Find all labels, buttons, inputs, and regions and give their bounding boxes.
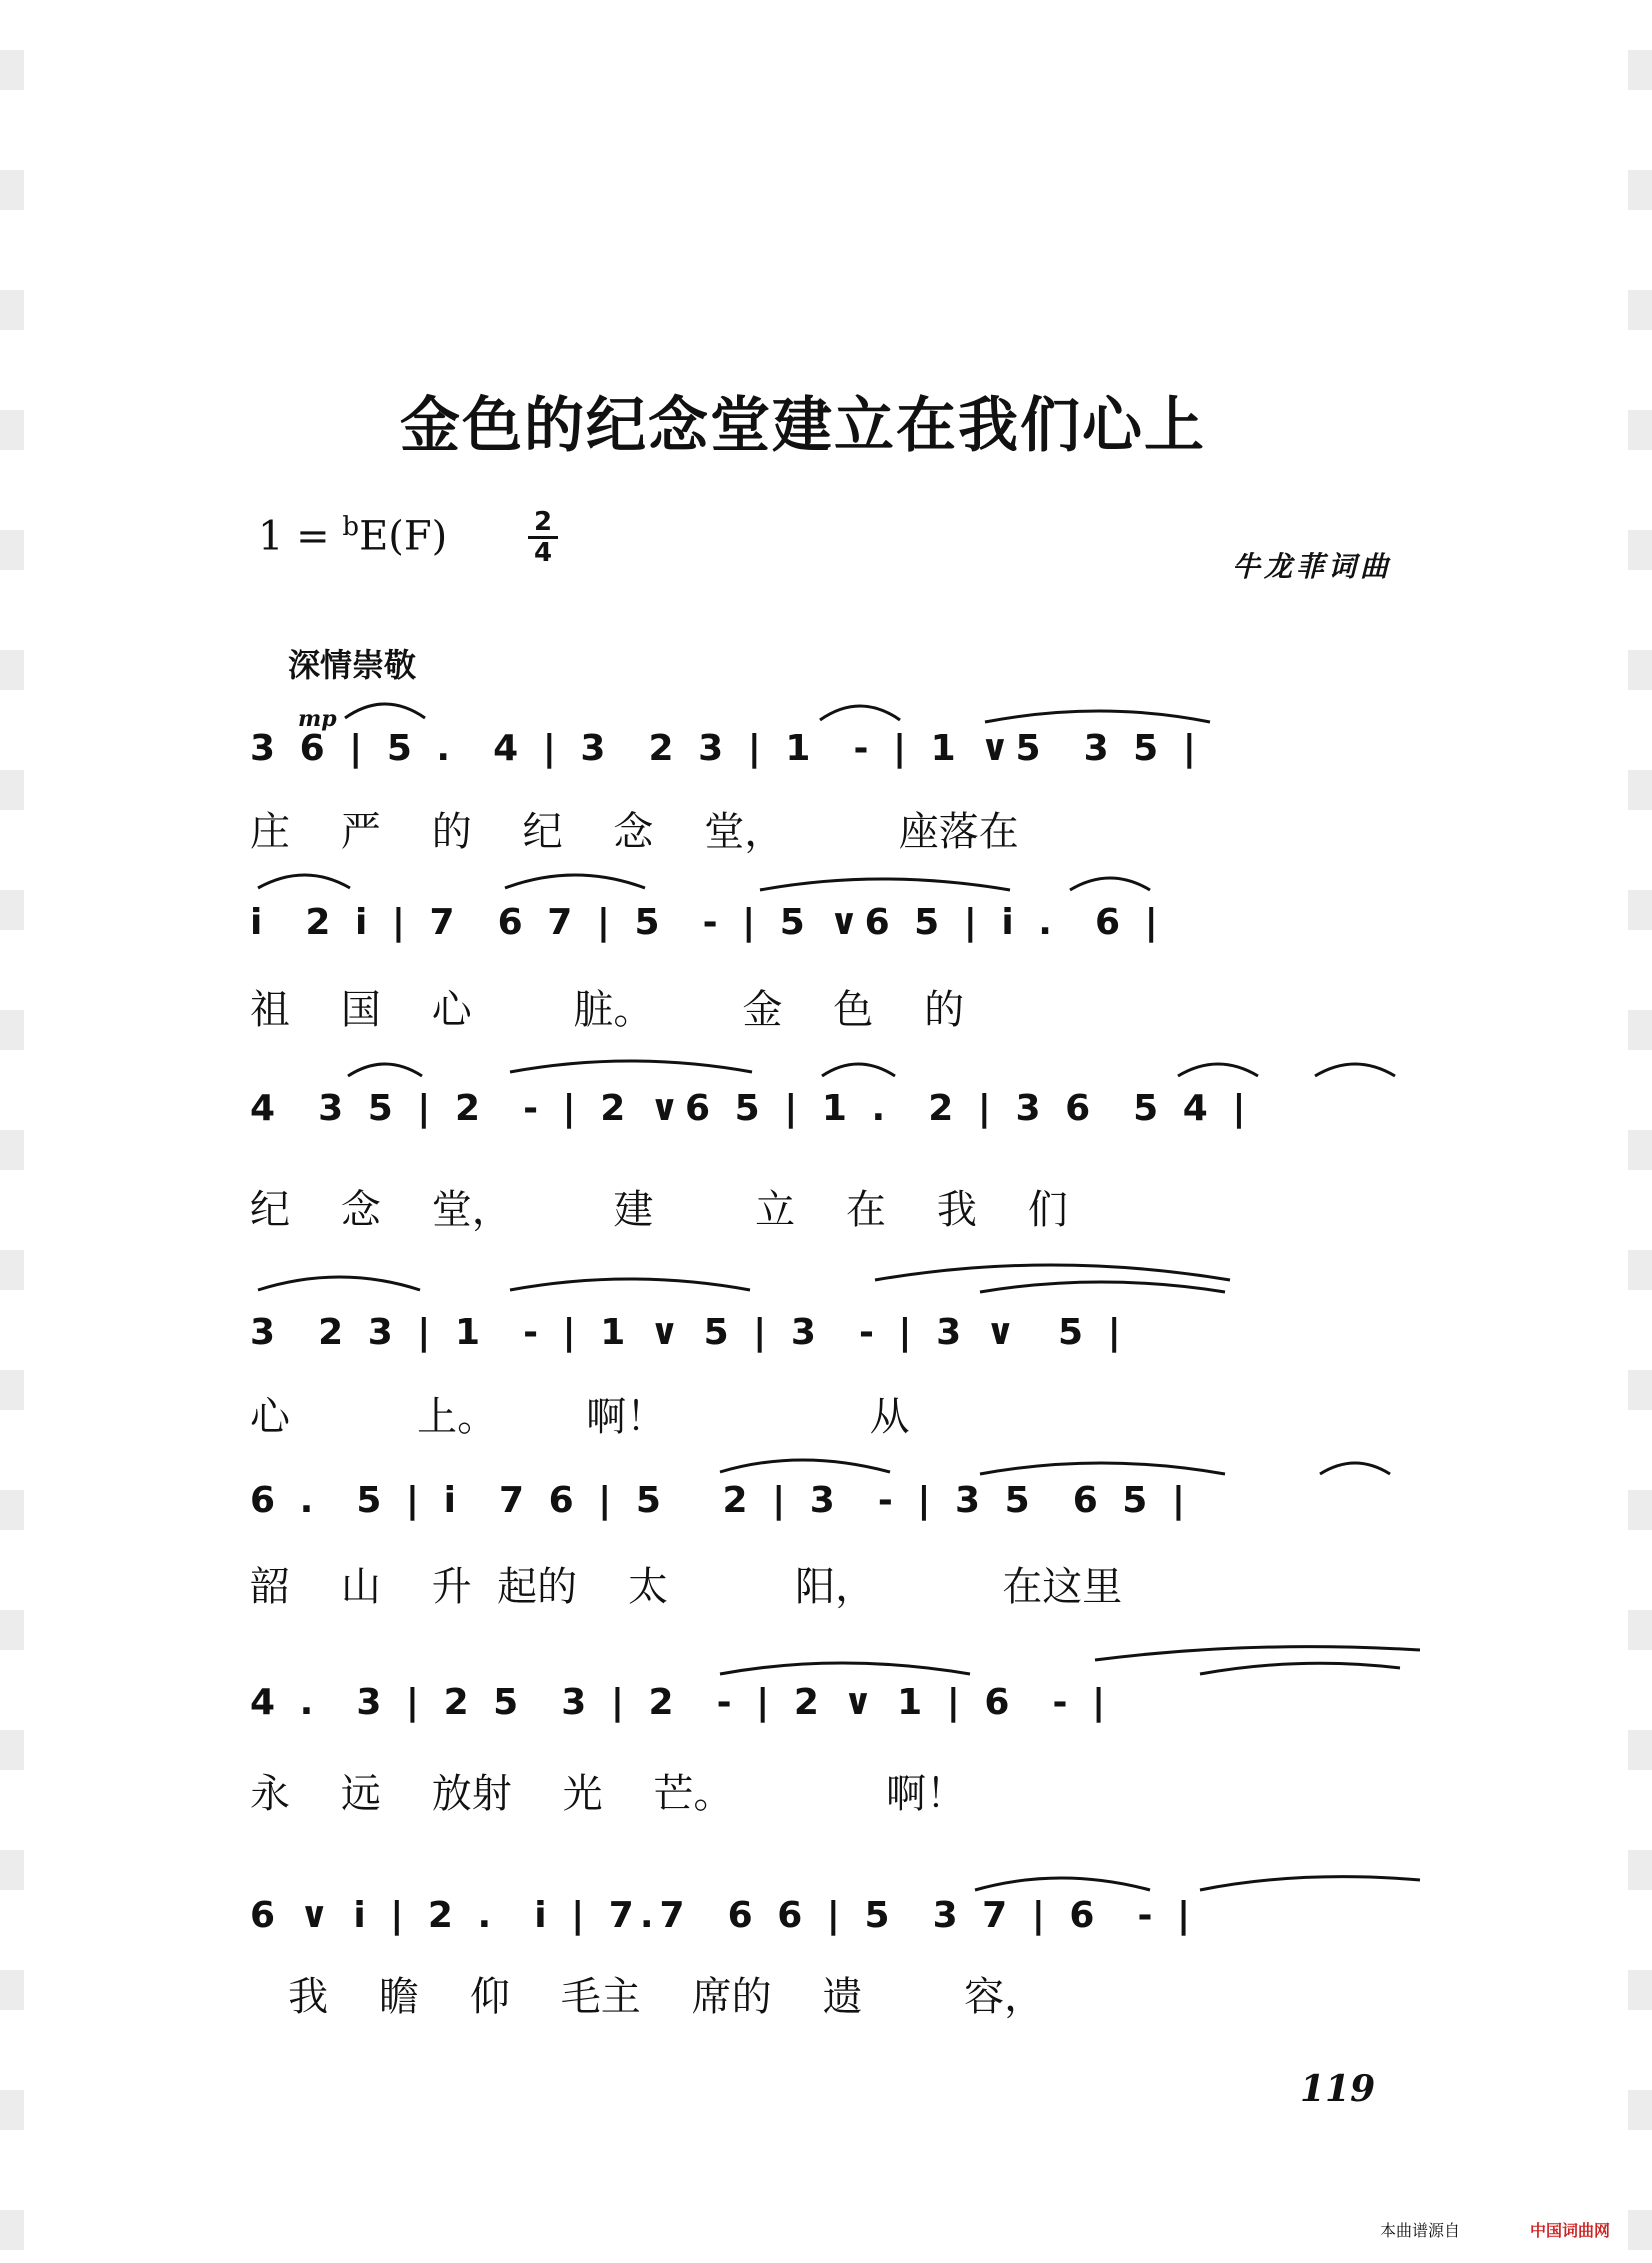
notation-row-6: 4 . 3 | 2 5 3 | 2 - | 2 ∨ 1 | 6 - |: [250, 1682, 1112, 1723]
page-number: 119: [1300, 2068, 1376, 2110]
slur-mark: [258, 875, 350, 888]
tie-mark: [720, 1663, 970, 1674]
tie-mark: [985, 711, 1210, 722]
slur-mark: [822, 1064, 895, 1076]
tie-mark: [510, 1279, 750, 1290]
dynamic-marking: mp: [298, 706, 337, 732]
notation-row-7: 6 ∨ i | 2 . i | 7.7 6 6 | 5 3 7 | 6 - |: [250, 1895, 1197, 1936]
notation-row-2: i 2 i | 7 6 7 | 5 - | 5 ∨6 5 | i . 6 |: [250, 902, 1164, 943]
slur-mark: [345, 704, 425, 718]
slur-mark: [505, 875, 645, 888]
slur-mark: [1315, 1064, 1395, 1076]
slur-mark: [1095, 1647, 1420, 1660]
lyrics-row-4: 心 上。 啊！ 从: [250, 1394, 910, 1440]
time-top: 2: [533, 507, 553, 537]
notation-row-3: 4 3 5 | 2 - | 2 ∨6 5 | 1 . 2 | 3 6 5 4 |: [250, 1088, 1252, 1129]
key-text: E(F): [359, 513, 448, 560]
slur-mark: [875, 1265, 1230, 1280]
tie-mark: [510, 1061, 752, 1072]
slur-mark: [820, 706, 900, 720]
slur-mark: [1070, 878, 1150, 890]
slur-mark: [720, 1460, 890, 1472]
slur-mark: [1320, 1463, 1390, 1474]
slur-mark: [258, 1277, 420, 1290]
tie-mark: [980, 1282, 1225, 1292]
tie-mark: [1200, 1877, 1420, 1890]
lyrics-row-7: 我 瞻 仰 毛主 席的 遗 容，: [250, 1974, 1045, 2020]
lyrics-row-6: 永 远 放射 光 芒。 啊！: [250, 1771, 967, 1817]
tempo-marking: 深情崇敬: [288, 646, 417, 684]
footer-source-label: 本曲谱源自: [1380, 2221, 1461, 2240]
notation-row-4: 3 2 3 | 1 - | 1 ∨ 5 | 3 - | 3 ∨ 5 |: [250, 1312, 1127, 1353]
slur-mark: [975, 1878, 1150, 1890]
tie-mark: [1200, 1663, 1400, 1674]
song-title: 金色的纪念堂建立在我们心上: [400, 391, 1206, 461]
notation-row-1: 3 6 | 5 . 4 | 3 2 3 | 1 - | 1 ∨5 3 5 |: [250, 728, 1202, 769]
tie-mark: [980, 1463, 1225, 1474]
key-prefix: 1 =: [258, 513, 343, 560]
lyrics-row-2: 祖 国 心 脏。 金 色 的: [250, 987, 965, 1033]
tie-mark: [760, 879, 1010, 890]
footer-site-link[interactable]: 中国词曲网: [1530, 2221, 1611, 2240]
key-flat: b: [342, 512, 360, 542]
slur-mark: [348, 1064, 422, 1076]
slur-mark: [1178, 1064, 1258, 1076]
time-bottom: 4: [528, 536, 558, 567]
composer-credit: 牛龙菲词曲: [1232, 550, 1393, 583]
lyrics-row-1: 庄 严 的 纪 念 堂， 座落在: [250, 809, 1019, 855]
notation-row-5: 6 . 5 | i 7 6 | 5 2 | 3 - | 3 5 6 5 |: [250, 1480, 1192, 1521]
lyrics-row-5: 韶 山 升 起的 太 阳， 在这里: [250, 1564, 1123, 1610]
lyrics-row-3: 纪 念 堂， 建 立 在 我 们: [250, 1187, 1068, 1233]
